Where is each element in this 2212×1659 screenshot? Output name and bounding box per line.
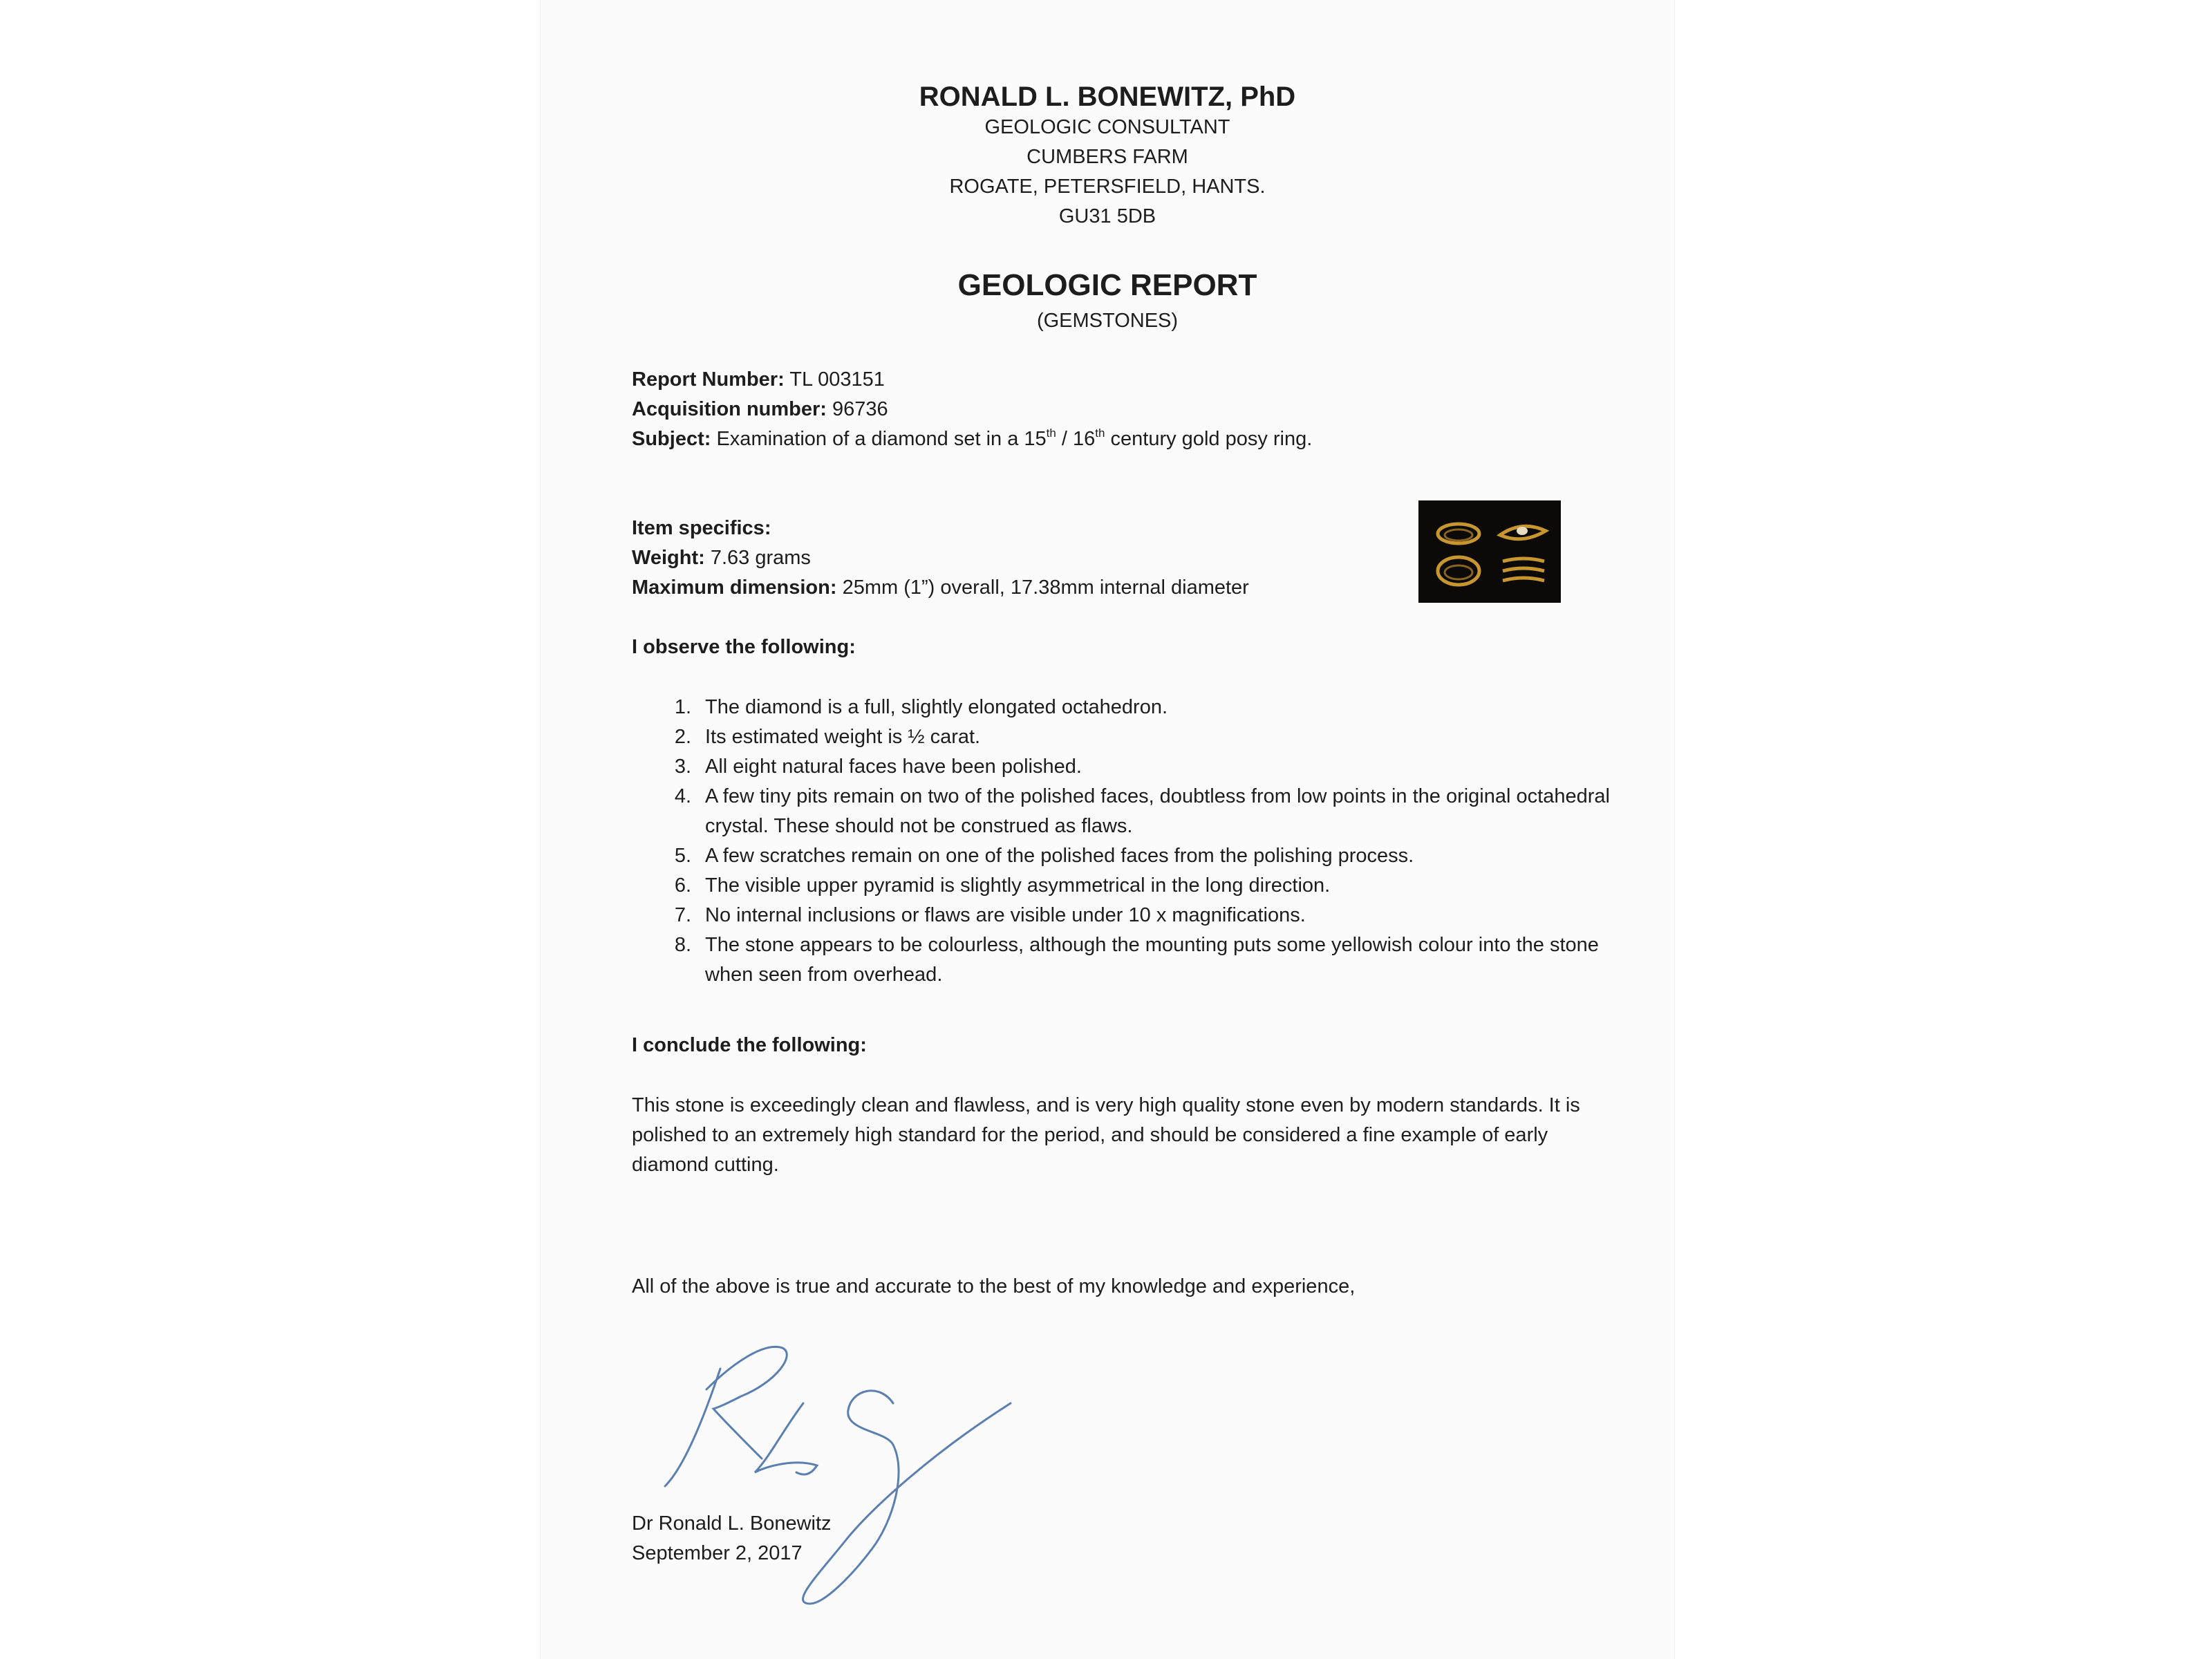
consultant-title: GEOLOGIC CONSULTANT xyxy=(984,116,1230,138)
observe-heading: I observe the following: xyxy=(632,636,856,658)
item-number: 3. xyxy=(674,756,691,778)
subject-sup-1: th xyxy=(1046,427,1056,440)
acquisition-number-value: 96736 xyxy=(832,398,888,420)
item-text: The stone appears to be colourless, although the mounting puts some yellowish colour into the stone when seen from overhead. xyxy=(705,934,1599,986)
subject-sup-2: th xyxy=(1095,427,1105,440)
signatory-name: Dr Ronald L. Bonewitz xyxy=(632,1512,832,1535)
ring-photo-thumbnail xyxy=(1418,500,1561,603)
item-number: 7. xyxy=(674,904,691,926)
attestation-statement: All of the above is true and accurate to the best of my knowledge and experience, xyxy=(632,1275,1356,1297)
item-text: No internal inclusions or flaws are visible under 10 x magnifications. xyxy=(705,904,1306,926)
item-text: The visible upper pyramid is slightly asymmetrical in the long direction. xyxy=(705,874,1331,897)
report-page xyxy=(541,0,1674,1659)
item-specifics-heading: Item specifics: xyxy=(632,517,771,539)
item-number: 5. xyxy=(674,845,691,867)
dimension-label: Maximum dimension: xyxy=(632,577,837,599)
dimension-line xyxy=(632,577,1249,599)
postcode: GU31 5DB xyxy=(1058,205,1156,227)
ring-photo-icon xyxy=(1418,500,1561,603)
list-item xyxy=(664,752,1645,782)
signature-date: September 2, 2017 xyxy=(632,1542,803,1564)
list-item xyxy=(664,901,1645,930)
list-item xyxy=(664,693,1645,722)
subject-label: Subject: xyxy=(632,428,711,450)
report-title: GEOLOGIC REPORT xyxy=(957,268,1257,302)
report-number-line xyxy=(632,368,885,391)
report-number-label: Report Number: xyxy=(632,368,785,391)
item-text: All eight natural faces have been polished. xyxy=(705,756,1082,778)
item-number: 8. xyxy=(674,934,691,956)
item-number: 4. xyxy=(674,785,691,807)
list-item xyxy=(664,930,1645,990)
item-text: Its estimated weight is ½ carat. xyxy=(705,726,981,748)
conclude-heading: I conclude the following: xyxy=(632,1034,867,1056)
list-item xyxy=(664,871,1645,901)
subject-text-1: Examination of a diamond set in a 15 xyxy=(716,428,1047,450)
list-item xyxy=(664,722,1645,752)
item-text: A few tiny pits remain on two of the polished faces, doubtless from low points in the original octahedral crystal. These should not be construed as flaws. xyxy=(705,785,1610,837)
list-item xyxy=(664,782,1645,841)
subject-text-3: century gold posy ring. xyxy=(1105,428,1313,450)
observation-list xyxy=(664,693,1645,990)
address-line-2: ROGATE, PETERSFIELD, HANTS. xyxy=(949,176,1266,198)
item-text: A few scratches remain on one of the polished faces from the polishing process. xyxy=(705,845,1414,867)
report-subtitle: (GEMSTONES) xyxy=(1036,310,1179,332)
item-text: The diamond is a full, slightly elongated octahedron. xyxy=(705,696,1168,718)
item-number: 6. xyxy=(674,874,691,897)
consultant-name: RONALD L. BONEWITZ, PhD xyxy=(919,82,1296,112)
list-item xyxy=(664,841,1645,871)
subject-line xyxy=(632,428,1312,451)
conclusion-paragraph: This stone is exceedingly clean and flawless, and is very high quality stone even by modern standards. It is polished to an extremely high standard for the period, and should be considered a fine example of early diamond cutting. xyxy=(632,1094,1580,1176)
dimension-value: 25mm (1”) overall, 17.38mm internal diameter xyxy=(842,577,1249,599)
subject-text-2: / 16 xyxy=(1056,428,1096,450)
weight-label: Weight: xyxy=(632,547,705,569)
handwritten-signature xyxy=(644,1327,1087,1631)
item-number: 1. xyxy=(674,696,691,718)
signature-graphic xyxy=(644,1327,1087,1631)
acquisition-number-label: Acquisition number: xyxy=(632,398,827,420)
report-number-value: TL 003151 xyxy=(789,368,885,391)
item-number: 2. xyxy=(674,726,691,748)
address-line-1: CUMBERS FARM xyxy=(1027,146,1188,168)
weight-line xyxy=(632,547,811,570)
weight-value: 7.63 grams xyxy=(710,547,811,569)
acquisition-number-line xyxy=(632,398,888,421)
